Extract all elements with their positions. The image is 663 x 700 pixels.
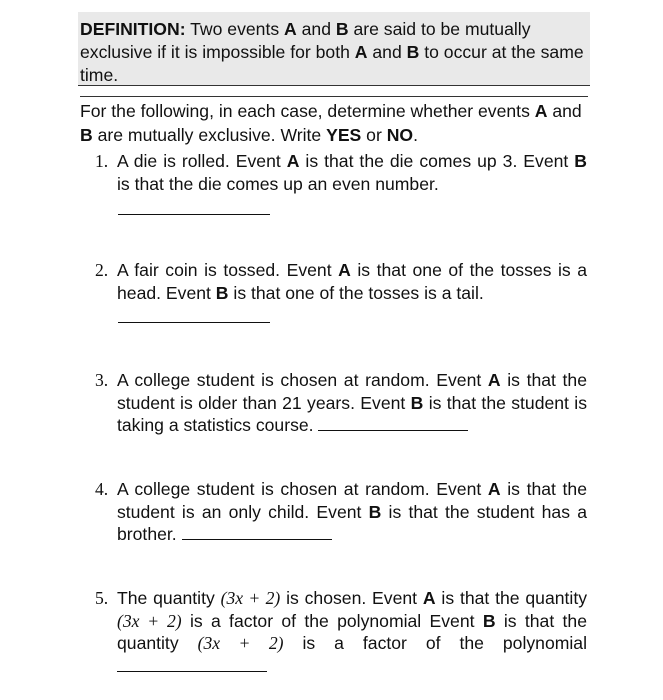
intro-part: . (413, 125, 418, 145)
event-a-label: A (487, 479, 501, 499)
intro-part: or (361, 125, 387, 145)
question-text (117, 369, 587, 437)
answer-blank-1[interactable] (118, 213, 270, 215)
answer-blank-4[interactable] (182, 538, 332, 540)
question-part: The quantity (117, 588, 221, 608)
definition-part: and (296, 19, 336, 39)
event-a-label: A (422, 588, 436, 608)
question-part: is that the die comes up an even number. (117, 173, 439, 194)
definition-part: and (367, 42, 407, 62)
question-part: is that the die comes up 3. Event (299, 151, 575, 171)
event-a-label: A (286, 151, 300, 171)
event-b-label: B (215, 282, 229, 303)
math-expression: (3x + 2) (117, 610, 182, 631)
question-5 (95, 587, 587, 677)
question-2 (95, 259, 587, 304)
answer-blank-5[interactable] (117, 670, 267, 672)
intro-part: For the following, in each case, determine whether events (80, 101, 535, 121)
question-number: 4. (95, 479, 109, 499)
question-part: is that the quantity (435, 588, 588, 608)
question-text (117, 259, 587, 304)
question-text (117, 150, 587, 195)
question-part: is that the student has a brother. (117, 501, 588, 544)
question-number: 2. (95, 260, 109, 280)
definition-part: to occur at the same time. (80, 42, 584, 85)
definition-label: DEFINITION: (80, 19, 186, 39)
event-a-label: A (487, 370, 501, 390)
question-part: is that the student is an only child. Event (117, 479, 587, 522)
question-part: is a factor of the polynomial Event (181, 610, 483, 631)
event-b-label: B (368, 501, 382, 522)
question-part: is that the quantity (117, 610, 587, 653)
event-b-label: B (482, 610, 496, 631)
question-part: A college student is chosen at random. Event (117, 370, 488, 390)
question-part: A college student is chosen at random. Event (117, 479, 488, 499)
question-part: is that one of the tosses is a tail. (228, 282, 484, 303)
definition-part: are said to be mutually exclusive if it is impossible for both (80, 19, 531, 62)
question-part: is chosen. Event (280, 588, 423, 608)
definition-part: Two events (185, 19, 285, 39)
event-b-label: B (574, 151, 587, 171)
instructions (80, 96, 588, 147)
question-text (117, 478, 587, 546)
intro-part: are mutually exclusive. Write (92, 125, 327, 145)
question-number: 3. (95, 370, 109, 390)
no-label: NO (386, 125, 414, 145)
question-part: A fair coin is tossed. Event (117, 260, 339, 280)
definition-text (80, 18, 588, 87)
intro-part: and (547, 101, 582, 121)
event-a-label: A (534, 101, 548, 121)
math-expression: (3x + 2) (197, 633, 284, 653)
question-part: is that one of the tosses is a head. Event (117, 260, 588, 303)
question-part: A die is rolled. Event (117, 151, 287, 171)
event-a-label: A (338, 260, 351, 280)
event-b-label: B (410, 392, 424, 413)
question-3 (95, 369, 587, 437)
answer-blank-3[interactable] (318, 429, 468, 431)
question-number: 1. (95, 151, 109, 171)
event-a-label: A (284, 19, 297, 39)
event-b-label: B (80, 125, 93, 145)
question-part: is that the student is older than 21 years. Event (117, 370, 587, 413)
event-a-label: A (354, 42, 368, 62)
event-b-label: B (335, 19, 349, 39)
question-part: is that the student is taking a statistics course. (117, 392, 587, 435)
question-1 (95, 150, 587, 195)
yes-label: YES (326, 125, 362, 145)
question-part: is a factor of the polynomial (283, 633, 588, 653)
question-4 (95, 478, 587, 546)
question-number: 5. (95, 588, 109, 608)
event-b-label: B (406, 42, 420, 62)
answer-blank-2[interactable] (118, 321, 270, 323)
question-text (117, 587, 587, 677)
math-expression: (3x + 2) (220, 588, 281, 608)
